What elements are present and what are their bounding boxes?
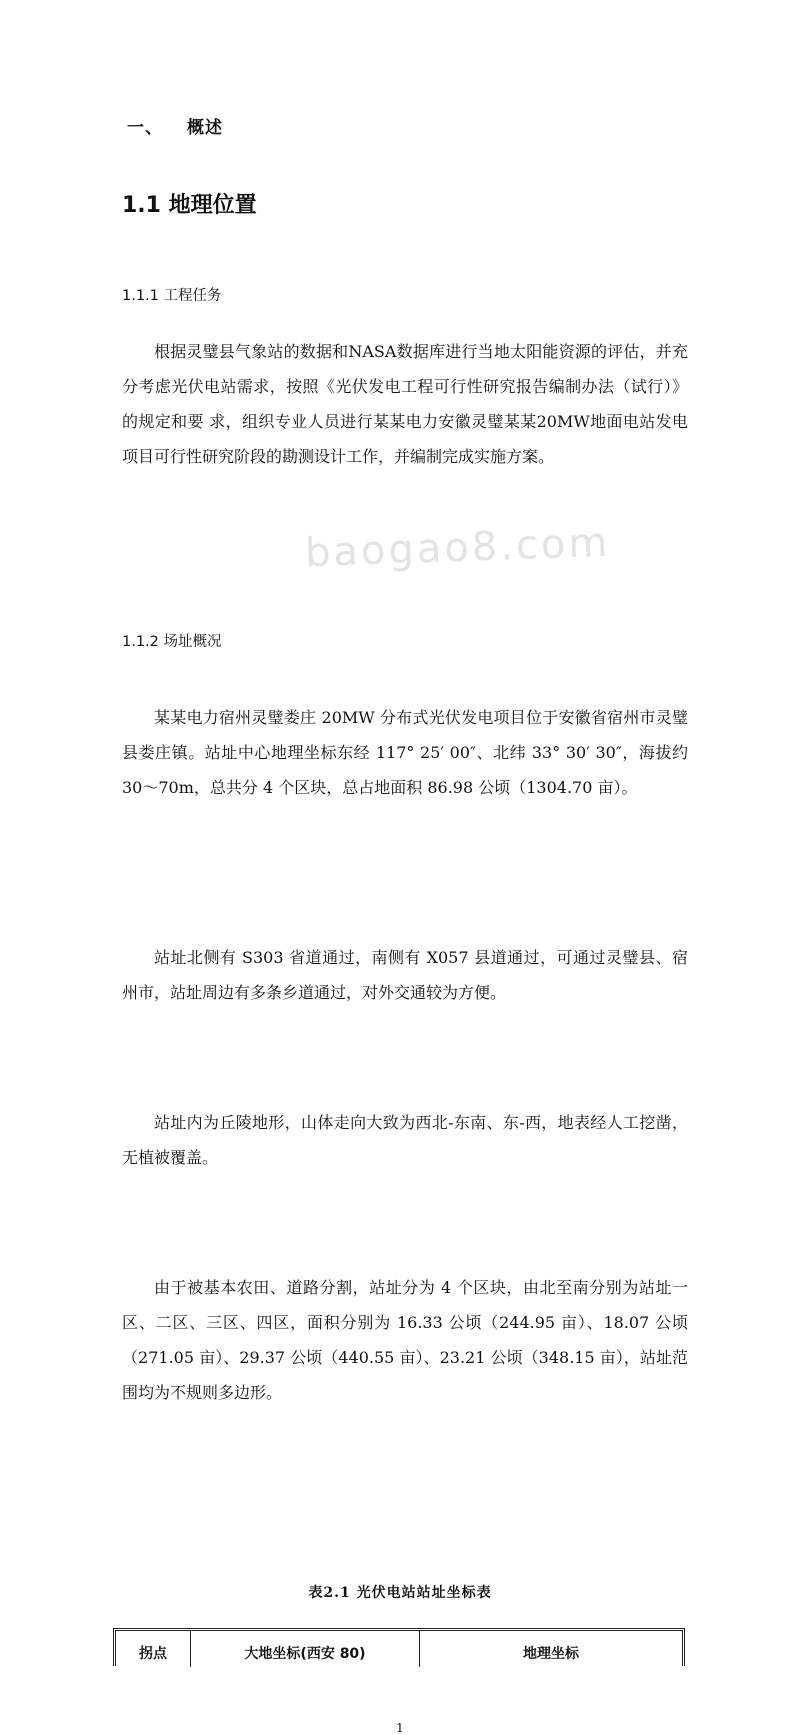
paragraph-site-terrain: 站址内为丘陵地形，山体走向大致为西北-东南、东-西，地表经人工挖凿，无植被覆盖。 bbox=[122, 1113, 688, 1167]
page-number: 1 bbox=[396, 1721, 404, 1735]
section-title: 概述 bbox=[187, 118, 223, 138]
paragraph-site-blocks: 由于被基本农田、道路分割，站址分为 4 个区块，由北至南分别为站址一区、二区、三区、四区，面积分别为 16.33 公顷（244.95 亩）、18.07 公顷（271.05 亩）、29.37 公顷（440.55 亩）、23.21 公顷（348.15 亩），站址范围均为不规则多边形。 bbox=[122, 1278, 688, 1402]
paragraph-site-traffic: 站址北侧有 S303 省道通过，南侧有 X057 县道通过，可通过灵璧县、宿州市，站址周边有多条乡道通过，对外交通较为方便。 bbox=[122, 948, 688, 1002]
section-heading bbox=[127, 113, 800, 138]
item-heading-1-1-1: 1.1.1 工程任务 bbox=[122, 288, 222, 304]
table-header-cell: 大地坐标(西安 80) bbox=[191, 1631, 420, 1667]
coordinate-table bbox=[113, 1628, 685, 1666]
paragraph-project-task: 根据灵璧县气象站的数据和NASA数据库进行当地太阳能资源的评估，并充分考虑光伏电站需求，按照《光伏发电工程可行性研究报告编制办法（试行）》的规定和要 求，组织专业人员进行某某电力安徽灵璧某某20MW地面电站发电项目可行性研究阶段的勘测设计工作，并编制完成实施方案。 bbox=[122, 342, 688, 466]
table-header-cell: 地理坐标 bbox=[523, 1646, 579, 1662]
section-number: 一、 bbox=[127, 118, 163, 138]
subsection-heading: 1.1 地理位置 bbox=[122, 193, 257, 218]
table-header-cell: 拐点 bbox=[116, 1631, 191, 1667]
item-heading-1-1-2: 1.1.2 场址概况 bbox=[122, 634, 222, 650]
table-caption: 表2.1 光伏电站站址坐标表 bbox=[308, 1585, 492, 1601]
watermark: baogao8.com bbox=[304, 519, 612, 577]
paragraph-site-location: 某某电力宿州灵璧娄庄 20MW 分布式光伏发电项目位于安徽省宿州市灵璧县娄庄镇。站址中心地理坐标东经 117° 25′ 00″、北纬 33° 30′ 30″，海拔约 30～70m，总共分 4 个区块，总占地面积 86.98 公顷（1304.70 亩）。 bbox=[122, 708, 688, 797]
